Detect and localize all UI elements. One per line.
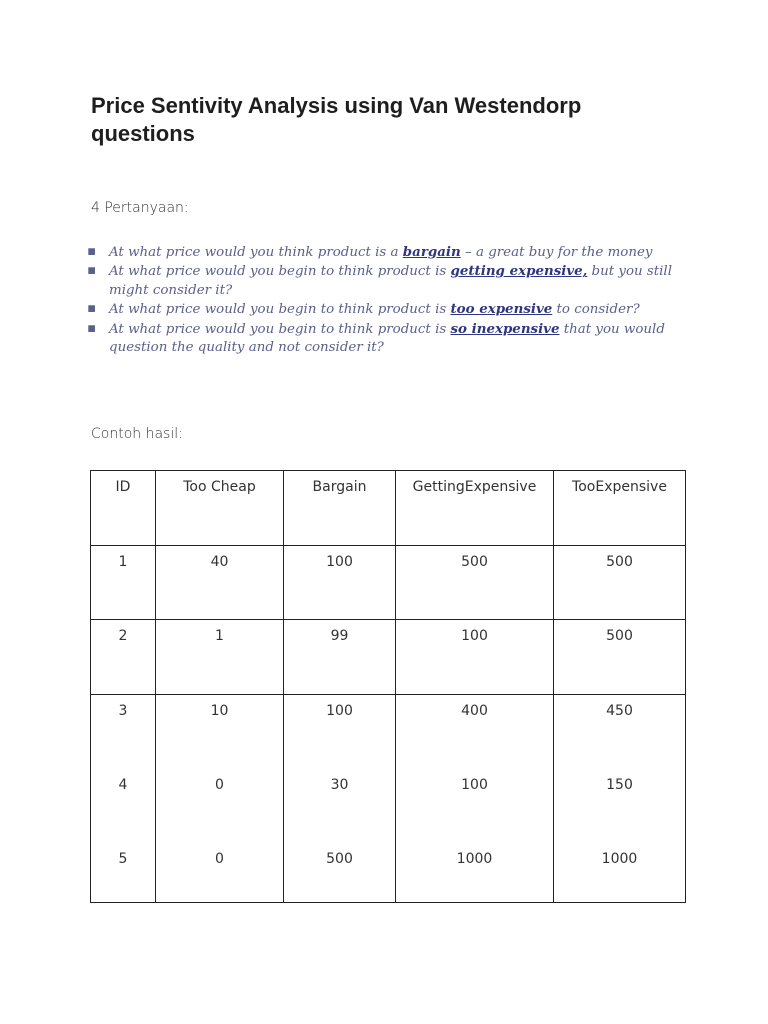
bullet-icon: ▪ [87,244,97,259]
question-keyword: so inexpensive [450,320,560,337]
table-row [91,843,686,902]
list-item [87,320,687,358]
header-id: ID [91,471,156,546]
table-cell: 40 [156,545,284,620]
question-text: At what price would you think product is a [109,245,403,260]
question-keyword: bargain [402,244,461,260]
header-bargain: Bargain [284,471,396,546]
table-cell: 1 [156,620,284,695]
list-item [87,243,687,262]
table-cell: 1 [91,545,156,620]
question-text: At what price would you begin to think product is [109,302,451,318]
table-header-row [91,471,686,546]
list-item [87,300,687,319]
question-keyword: getting expensive, [450,263,588,280]
example-label: Contoh hasil: [91,426,183,442]
table-cell: 10 [156,694,284,769]
table-cell: 500 [284,843,396,902]
table-cell: 500 [396,545,554,620]
question-text: – a great buy for the money [460,245,653,260]
question-keyword: too expensive [450,301,553,318]
table-cell: 99 [284,620,396,695]
table-cell: 30 [284,769,396,844]
page-title: Price Sentivity Analysis using Van Westendorp questions [91,93,582,146]
header-too-cheap: Too Cheap [156,471,284,546]
results-table [90,470,686,903]
table-cell: 100 [284,545,396,620]
list-item [87,262,687,300]
header-getting-expensive: GettingExpensive [396,471,554,546]
bullet-icon: ▪ [87,301,97,317]
table-row [91,620,686,695]
table-row [91,545,686,620]
table-cell: 3 [91,694,156,769]
table-cell: 0 [156,843,284,902]
table-row [91,694,686,769]
question-list [87,243,687,357]
bullet-icon: ▪ [87,320,97,336]
table-cell: 1000 [396,843,554,902]
table-cell: 1000 [554,843,686,902]
table-cell: 500 [554,620,686,695]
question-text: that you would question the quality and not consider it? [109,321,665,356]
question-text: At what price would you begin to think product is [109,264,451,280]
header-too-expensive: TooExpensive [554,471,686,546]
table-cell: 100 [396,620,554,695]
table-cell: 5 [91,843,156,902]
table-cell: 500 [554,545,686,620]
table-cell: 450 [554,694,686,769]
question-text: At what price would you begin to think product is [109,321,451,337]
table-cell: 4 [91,769,156,844]
table-cell: 100 [284,694,396,769]
table-cell: 100 [396,769,554,844]
table-cell: 2 [91,620,156,695]
bullet-icon: ▪ [87,263,97,279]
table-cell: 150 [554,769,686,844]
table-cell: 400 [396,694,554,769]
question-text: but you still might consider it? [109,264,672,298]
table-row [91,769,686,844]
table-cell: 0 [156,769,284,844]
questions-label: 4 Pertanyaan: [91,200,189,216]
question-text: to consider? [552,302,640,318]
